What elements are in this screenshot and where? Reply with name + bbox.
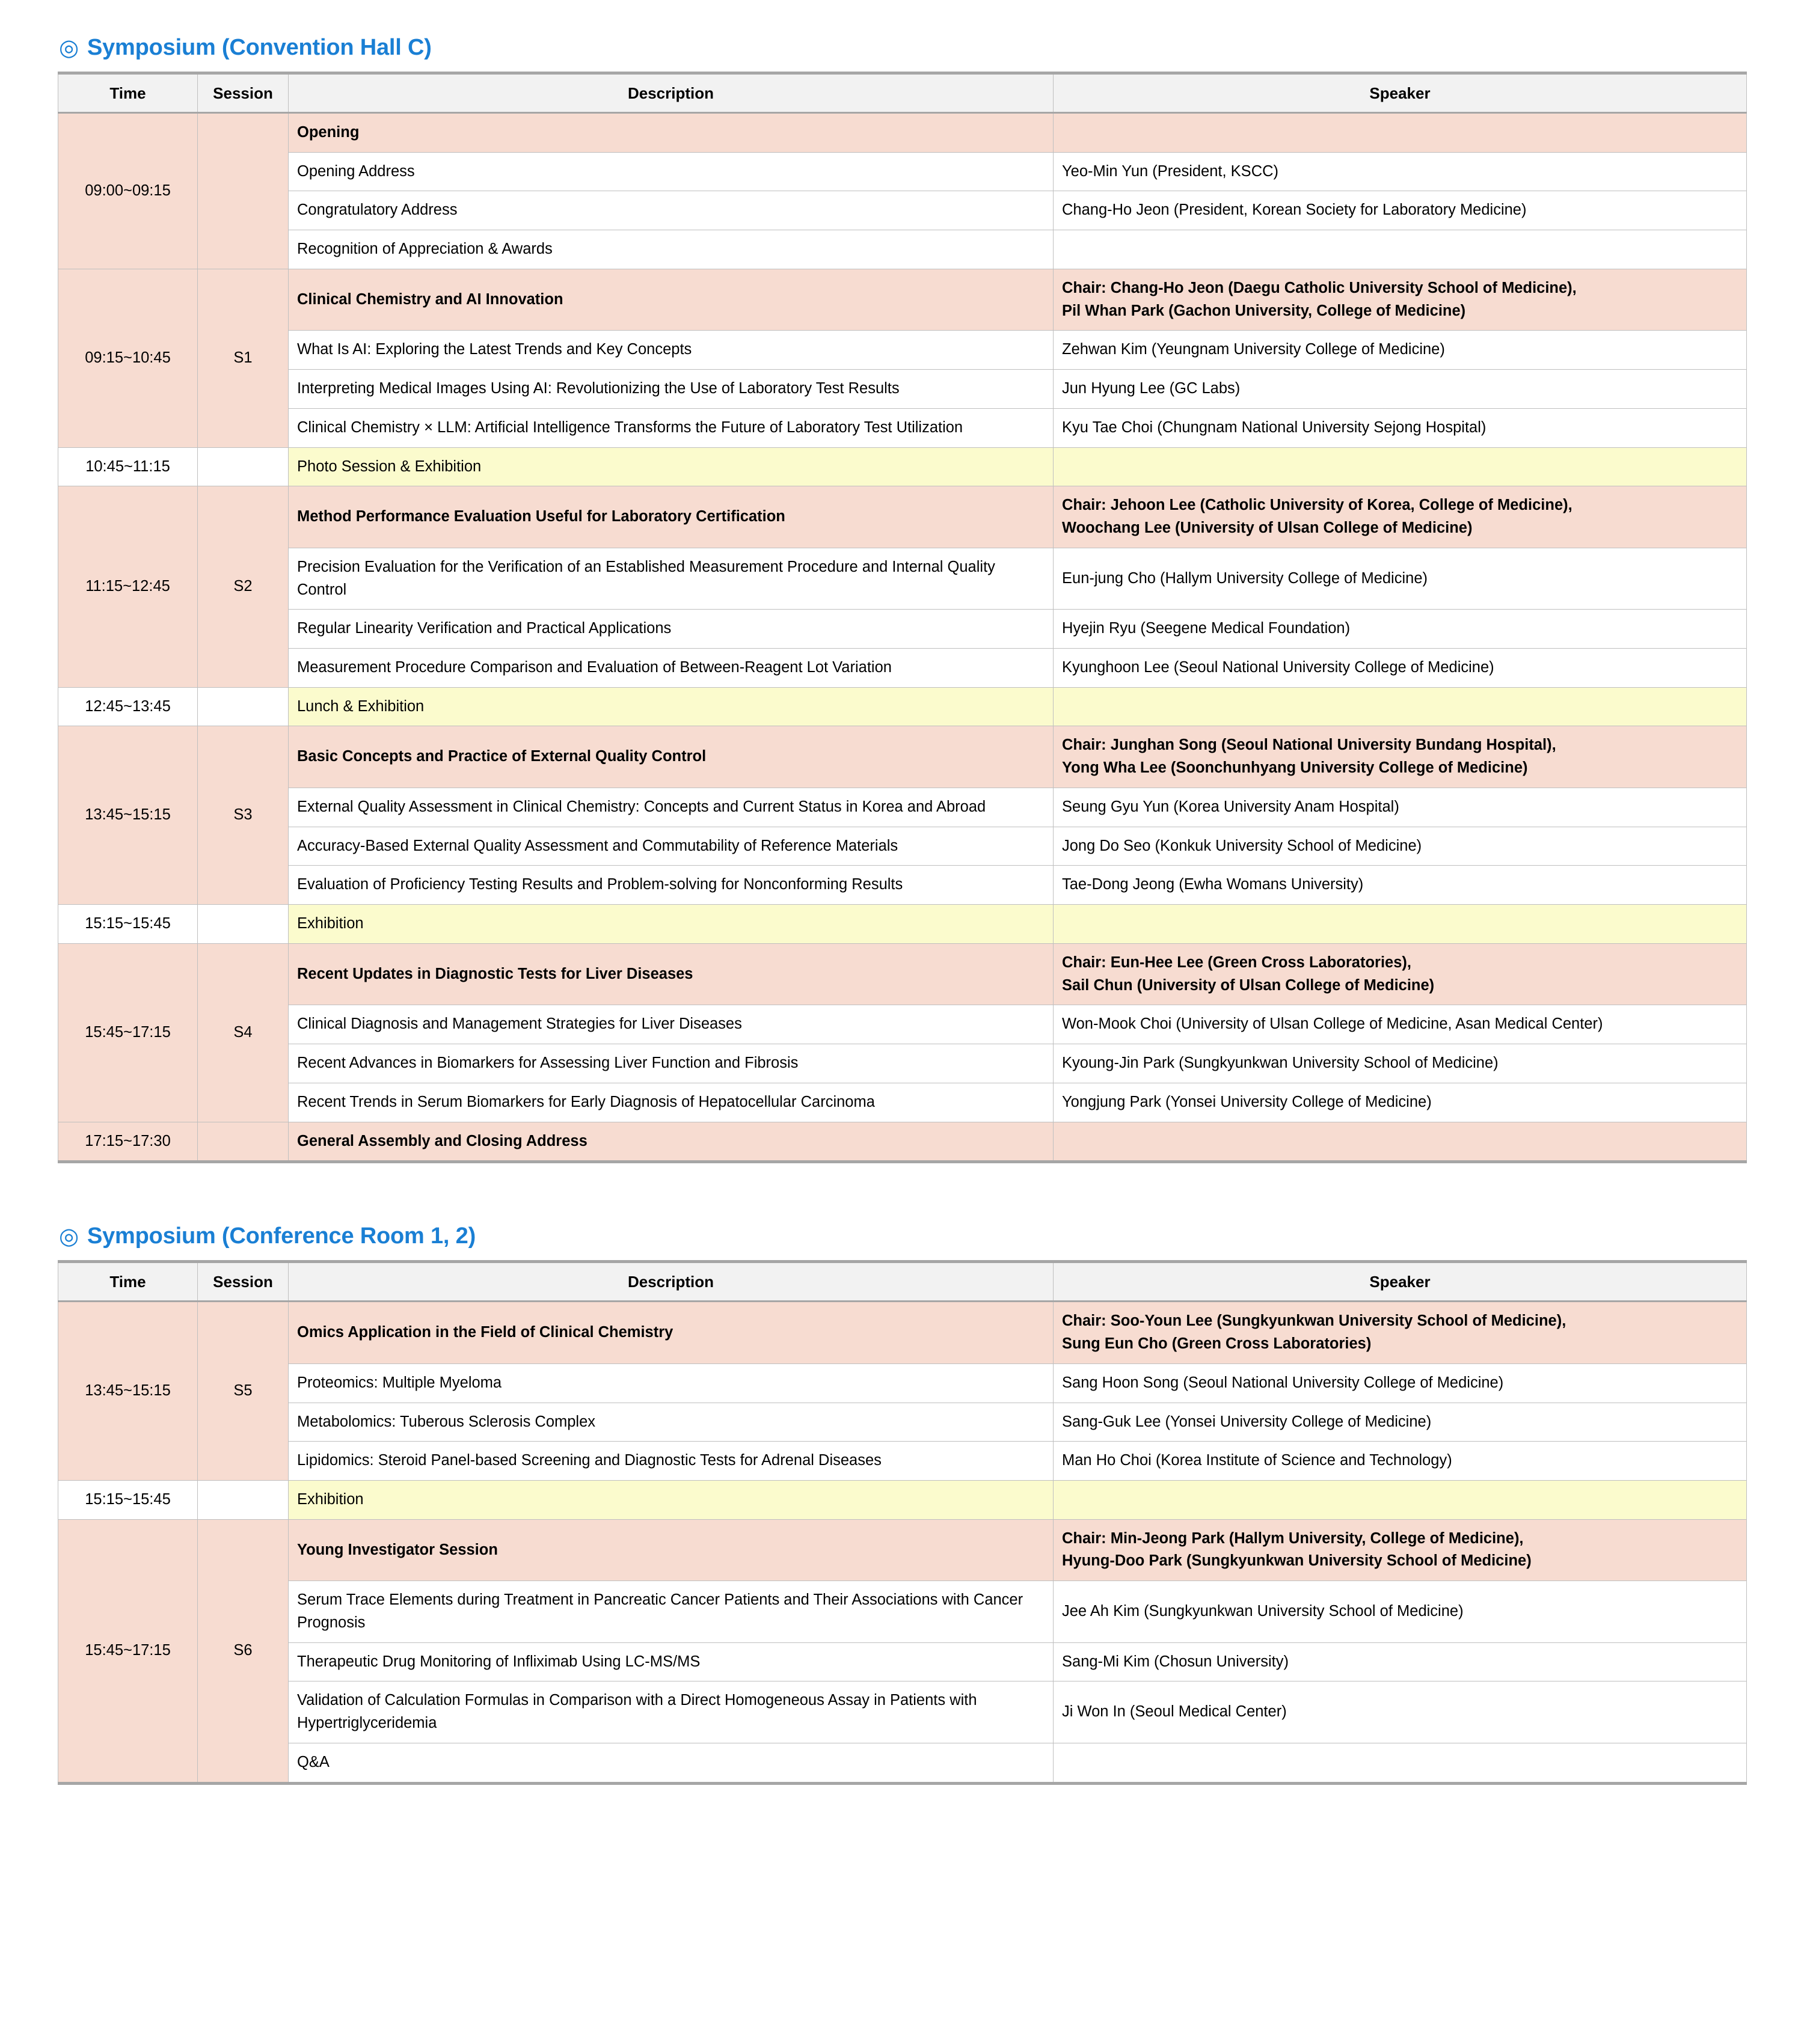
double-circle-icon: ◎: [59, 35, 79, 61]
chair-cell: Chair: Jehoon Lee (Catholic University of Korea, College of Medicine), Woochang Lee (University of Ulsan College of Medicine): [1054, 486, 1747, 548]
chair-cell: [1054, 113, 1747, 153]
talk-title-cell: Precision Evaluation for the Verification of an Established Measurement Procedure and Internal Quality Control: [289, 548, 1054, 609]
table-row: [58, 331, 1747, 370]
talk-title-cell: Q&A: [289, 1743, 1054, 1783]
chair-cell: Chair: Min-Jeong Park (Hallym University, College of Medicine), Hyung-Doo Park (Sungkyunkwan University School of Medicine): [1054, 1519, 1747, 1580]
break-title-cell: Lunch & Exhibition: [289, 687, 1054, 726]
chair-cell: Chair: Eun-Hee Lee (Green Cross Laboratories), Sail Chun (University of Ulsan College of Medicine): [1054, 943, 1747, 1005]
session-title-cell: Opening: [289, 113, 1054, 153]
speaker-cell: Yongjung Park (Yonsei University College of Medicine): [1054, 1083, 1747, 1122]
table-row: [58, 1743, 1747, 1783]
double-circle-icon: ◎: [59, 1223, 79, 1249]
session-cell: S5: [198, 1302, 289, 1481]
section-title: Symposium (Conference Room 1, 2): [87, 1223, 476, 1249]
time-cell: 15:15~15:45: [58, 1480, 198, 1519]
table-row: [58, 1403, 1747, 1442]
session-cell: [198, 447, 289, 486]
speaker-cell: Sang Hoon Song (Seoul National University College of Medicine): [1054, 1363, 1747, 1403]
table-row: [58, 1005, 1747, 1044]
speaker-cell: Hyejin Ryu (Seegene Medical Foundation): [1054, 610, 1747, 649]
table-row: [58, 827, 1747, 866]
talk-title-cell: Serum Trace Elements during Treatment in Pancreatic Cancer Patients and Their Associations with Cancer Prognosis: [289, 1581, 1054, 1642]
table-row: [58, 269, 1747, 330]
column-header-time: Time: [58, 1262, 198, 1302]
speaker-cell: Man Ho Choi (Korea Institute of Science and Technology): [1054, 1442, 1747, 1481]
table-row: [58, 191, 1747, 230]
session-title-cell: General Assembly and Closing Address: [289, 1122, 1054, 1162]
table-row: [58, 1642, 1747, 1681]
speaker-cell: Kyu Tae Choi (Chungnam National University Sejong Hospital): [1054, 408, 1747, 447]
table-row: [58, 1480, 1747, 1519]
column-header-speaker: Speaker: [1054, 1262, 1747, 1302]
speaker-cell: Kyunghoon Lee (Seoul National University College of Medicine): [1054, 649, 1747, 688]
break-title-cell: Photo Session & Exhibition: [289, 447, 1054, 486]
session-cell: [198, 1480, 289, 1519]
time-cell: 15:45~17:15: [58, 943, 198, 1122]
talk-title-cell: Recent Trends in Serum Biomarkers for Early Diagnosis of Hepatocellular Carcinoma: [289, 1083, 1054, 1122]
speaker-cell: Won-Mook Choi (University of Ulsan College of Medicine, Asan Medical Center): [1054, 1005, 1747, 1044]
time-cell: 09:00~09:15: [58, 113, 198, 269]
talk-title-cell: Congratulatory Address: [289, 191, 1054, 230]
table-row: [58, 1302, 1747, 1363]
column-header-description: Description: [289, 1262, 1054, 1302]
speaker-cell: Jee Ah Kim (Sungkyunkwan University School of Medicine): [1054, 1581, 1747, 1642]
session-cell: S2: [198, 486, 289, 687]
session-title-cell: Basic Concepts and Practice of External Quality Control: [289, 726, 1054, 788]
table-row: [58, 1044, 1747, 1083]
session-cell: S1: [198, 269, 289, 447]
session-cell: [198, 905, 289, 944]
table-row: [58, 152, 1747, 191]
talk-title-cell: Accuracy-Based External Quality Assessment and Commutability of Reference Materials: [289, 827, 1054, 866]
table-row: [58, 486, 1747, 548]
speaker-cell: [1054, 1743, 1747, 1783]
talk-title-cell: Metabolomics: Tuberous Sclerosis Complex: [289, 1403, 1054, 1442]
talk-title-cell: Proteomics: Multiple Myeloma: [289, 1363, 1054, 1403]
table-row: [58, 1681, 1747, 1743]
table-row: [58, 548, 1747, 609]
time-cell: 15:15~15:45: [58, 905, 198, 944]
section-heading: [59, 35, 1746, 61]
session-title-cell: Recent Updates in Diagnostic Tests for Liver Diseases: [289, 943, 1054, 1005]
speaker-cell: Ji Won In (Seoul Medical Center): [1054, 1681, 1747, 1743]
session-cell: S3: [198, 726, 289, 905]
table-row: [58, 726, 1747, 788]
column-header-time: Time: [58, 73, 198, 113]
table-row: [58, 113, 1747, 153]
table-row: [58, 610, 1747, 649]
table-row: [58, 687, 1747, 726]
talk-title-cell: Recognition of Appreciation & Awards: [289, 230, 1054, 269]
speaker-cell: [1054, 447, 1747, 486]
talk-title-cell: What Is AI: Exploring the Latest Trends and Key Concepts: [289, 331, 1054, 370]
session-cell: [198, 1122, 289, 1162]
speaker-cell: [1054, 687, 1747, 726]
session-cell: [198, 687, 289, 726]
talk-title-cell: Therapeutic Drug Monitoring of Infliximab Using LC-MS/MS: [289, 1642, 1054, 1681]
talk-title-cell: Recent Advances in Biomarkers for Assessing Liver Function and Fibrosis: [289, 1044, 1054, 1083]
column-header-speaker: Speaker: [1054, 73, 1747, 113]
speaker-cell: Jong Do Seo (Konkuk University School of Medicine): [1054, 827, 1747, 866]
column-header-session: Session: [198, 73, 289, 113]
session-title-cell: Clinical Chemistry and AI Innovation: [289, 269, 1054, 330]
talk-title-cell: External Quality Assessment in Clinical Chemistry: Concepts and Current Status in Korea and Abroad: [289, 788, 1054, 827]
session-cell: S4: [198, 943, 289, 1122]
break-title-cell: Exhibition: [289, 1480, 1054, 1519]
talk-title-cell: Measurement Procedure Comparison and Evaluation of Between-Reagent Lot Variation: [289, 649, 1054, 688]
speaker-cell: [1054, 1480, 1747, 1519]
speaker-cell: Eun-jung Cho (Hallym University College of Medicine): [1054, 548, 1747, 609]
table-row: [58, 905, 1747, 944]
session-title-cell: Method Performance Evaluation Useful for Laboratory Certification: [289, 486, 1054, 548]
session-title-cell: Omics Application in the Field of Clinical Chemistry: [289, 1302, 1054, 1363]
chair-cell: Chair: Soo-Youn Lee (Sungkyunkwan University School of Medicine), Sung Eun Cho (Green Cross Laboratories): [1054, 1302, 1747, 1363]
chair-cell: Chair: Junghan Song (Seoul National University Bundang Hospital), Yong Wha Lee (Soonchunhyang University College of Medicine): [1054, 726, 1747, 788]
talk-title-cell: Validation of Calculation Formulas in Comparison with a Direct Homogeneous Assay in Patients with Hypertriglyceridemia: [289, 1681, 1054, 1743]
speaker-cell: Sang-Guk Lee (Yonsei University College of Medicine): [1054, 1403, 1747, 1442]
speaker-cell: Yeo-Min Yun (President, KSCC): [1054, 152, 1747, 191]
schedule-table: [58, 1260, 1747, 1784]
table-row: [58, 943, 1747, 1005]
talk-title-cell: Lipidomics: Steroid Panel-based Screening and Diagnostic Tests for Adrenal Diseases: [289, 1442, 1054, 1481]
speaker-cell: Jun Hyung Lee (GC Labs): [1054, 370, 1747, 409]
table-row: [58, 230, 1747, 269]
speaker-cell: Seung Gyu Yun (Korea University Anam Hospital): [1054, 788, 1747, 827]
column-header-session: Session: [198, 1262, 289, 1302]
table-row: [58, 408, 1747, 447]
table-header-row: [58, 73, 1747, 113]
talk-title-cell: Interpreting Medical Images Using AI: Revolutionizing the Use of Laboratory Test Results: [289, 370, 1054, 409]
time-cell: 09:15~10:45: [58, 269, 198, 447]
time-cell: 15:45~17:15: [58, 1519, 198, 1783]
time-cell: 10:45~11:15: [58, 447, 198, 486]
speaker-cell: [1054, 230, 1747, 269]
table-row: [58, 1083, 1747, 1122]
table-row: [58, 866, 1747, 905]
session-title-cell: Young Investigator Session: [289, 1519, 1054, 1580]
schedule-table: [58, 72, 1747, 1163]
talk-title-cell: Clinical Chemistry × LLM: Artificial Intelligence Transforms the Future of Laboratory Test Utilization: [289, 408, 1054, 447]
chair-cell: Chair: Chang-Ho Jeon (Daegu Catholic University School of Medicine), Pil Whan Park (Gachon University, College of Medicine): [1054, 269, 1747, 330]
time-cell: 17:15~17:30: [58, 1122, 198, 1162]
sections-container: [58, 35, 1746, 1785]
table-row: [58, 1442, 1747, 1481]
table-row: [58, 1581, 1747, 1642]
table-row: [58, 447, 1747, 486]
talk-title-cell: Evaluation of Proficiency Testing Results and Problem-solving for Nonconforming Results: [289, 866, 1054, 905]
table-row: [58, 1363, 1747, 1403]
column-header-description: Description: [289, 73, 1054, 113]
table-row: [58, 649, 1747, 688]
table-row: [58, 1122, 1747, 1162]
time-cell: 12:45~13:45: [58, 687, 198, 726]
speaker-cell: Sang-Mi Kim (Chosun University): [1054, 1642, 1747, 1681]
speaker-cell: Zehwan Kim (Yeungnam University College of Medicine): [1054, 331, 1747, 370]
time-cell: 11:15~12:45: [58, 486, 198, 687]
speaker-cell: Chang-Ho Jeon (President, Korean Society for Laboratory Medicine): [1054, 191, 1747, 230]
time-cell: 13:45~15:15: [58, 726, 198, 905]
table-header-row: [58, 1262, 1747, 1302]
table-row: [58, 1519, 1747, 1580]
break-title-cell: Exhibition: [289, 905, 1054, 944]
time-cell: 13:45~15:15: [58, 1302, 198, 1481]
speaker-cell: Kyoung-Jin Park (Sungkyunkwan University School of Medicine): [1054, 1044, 1747, 1083]
talk-title-cell: Clinical Diagnosis and Management Strategies for Liver Diseases: [289, 1005, 1054, 1044]
chair-cell: [1054, 1122, 1747, 1162]
table-row: [58, 370, 1747, 409]
talk-title-cell: Regular Linearity Verification and Practical Applications: [289, 610, 1054, 649]
speaker-cell: Tae-Dong Jeong (Ewha Womans University): [1054, 866, 1747, 905]
section-spacer: [58, 1163, 1746, 1223]
section-title: Symposium (Convention Hall C): [87, 35, 432, 60]
talk-title-cell: Opening Address: [289, 152, 1054, 191]
table-row: [58, 788, 1747, 827]
session-cell: [198, 113, 289, 269]
session-cell: S6: [198, 1519, 289, 1783]
section-heading: [59, 1223, 1746, 1249]
speaker-cell: [1054, 905, 1747, 944]
